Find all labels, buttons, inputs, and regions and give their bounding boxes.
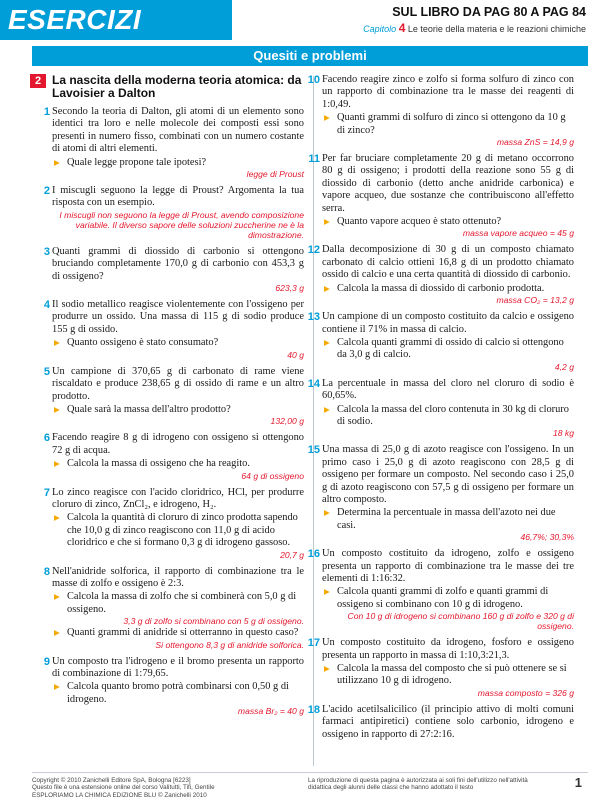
exercise-answer: 46,7%; 30,3% [520, 532, 574, 543]
exercise-number: 6 [43, 432, 50, 445]
exercise-text: I miscugli seguono la legge di Proust? Argomenta la tua risposta con un esempio. [52, 185, 304, 209]
exercise-question: ▶ Calcola la massa di ossigeno che ha reagito. [52, 458, 304, 470]
exercise-text: Un composto tra l'idrogeno e il bromo presenta un rapporto di combinazione di 1:79,65. [52, 655, 304, 679]
exercise-item [307, 548, 574, 632]
exercise-question: ▶ Calcola la massa di zolfo che si combinerà con 5,0 g di ossigeno. [52, 591, 304, 616]
column-divider [313, 76, 314, 766]
header-band [0, 0, 232, 40]
left-column [34, 73, 304, 722]
exercise-question: ▶ Determina la percentuale in massa dell'azoto nei due casi. [322, 507, 574, 532]
exercise-question: ▶ Calcola la massa del cloro contenuta in 30 kg di cloruro di sodio. [322, 404, 574, 429]
footer-credits [32, 777, 292, 799]
exercise-number: 11 [308, 153, 320, 166]
exercise-number: 8 [43, 565, 50, 578]
exercise-item [43, 185, 304, 240]
chapter-title: Le teorie della materia e le reazioni chimiche [407, 24, 586, 34]
exercise-answer: 4,2 g [554, 361, 574, 372]
exercise-answer: massa composto = 326 g [477, 687, 574, 698]
exercise-question: ▶ Calcola la massa di diossido di carbonio prodotta. [322, 283, 574, 295]
chapter-word: Capitolo [363, 24, 397, 34]
footer-book: ESPLORIAMO LA CHIMICA EDIZIONE BLU © Zanichelli 2010 [32, 791, 207, 799]
exercise-text: Nell'anidride solforica, il rapporto di combinazione tra le masse di zolfo e ossigeno è 2:3. [52, 565, 304, 589]
exercise-text: Un composto costituito da idrogeno, fosforo e ossigeno presenta un rapporto in massa di 1:10,3:21,3. [322, 637, 574, 661]
exercise-number: 2 [43, 185, 50, 198]
exercise-number: 16 [307, 548, 320, 561]
exercise-question: ▶ Quanto ossigeno è stato consumato? [52, 337, 304, 349]
exercise-number: 15 [307, 444, 320, 457]
exercise-text: Il sodio metallico reagisce violentemente con l'ossigeno per produrre un ossido. Una massa di 115 g di sodio produce 155 g di ossido. [52, 299, 304, 335]
exercise-item [43, 486, 304, 560]
exercise-number: 12 [307, 244, 320, 257]
footer-course: Questo file è una estensione online del corso Valitutti, Tifi, Gentile [32, 784, 215, 792]
exercise-answer: 132,00 g [270, 416, 304, 427]
exercise-number: 4 [43, 299, 50, 312]
exercise-answer: massa Br₂ = 40 g [237, 706, 304, 717]
exercise-text: Una massa di 25,0 g di azoto reagisce con l'ossigeno. In un primo caso i 25,0 g di azoto reagiscono con 28,5 g di ossigeno per formare un composto. Nel secondo caso i 25,0 g di azoto reagiscono con 57,5 g di ossigeno per formare un altro composto. [322, 444, 574, 505]
chapter-number: 4 [398, 21, 406, 35]
exercise-answer: 18 kg [552, 428, 574, 439]
header-info [363, 5, 586, 35]
exercise-item [43, 565, 304, 650]
exercise-item [307, 377, 574, 439]
exercise-answer: 40 g [287, 349, 304, 360]
exercise-answer: 623,3 g [275, 283, 304, 294]
exercise-number: 17 [307, 637, 320, 650]
exercise-answer: 64 g di ossigeno [241, 470, 304, 481]
page-title: ESERCIZI [8, 4, 142, 35]
exercise-answer: massa ZnS = 14,9 g [496, 137, 574, 148]
exercise-number: 13 [307, 311, 320, 324]
exercise-item [307, 703, 574, 741]
exercise-answer: I miscugli non seguono la legge di Proust, avendo composizione variabile. Il diverso sapore delle soluzioni zuccherine ne è la dimostrazione. [59, 209, 304, 240]
exercise-item [43, 655, 304, 717]
exercise-question: ▶ Calcola quanti grammi di ossido di calcio si ottengono da 3,0 g di calcio. [322, 337, 574, 362]
exercise-item [307, 74, 574, 148]
exercise-text: L'acido acetilsalicilico (il principio attivo di molti comuni farmaci antipiretici) contiene solo carbonio, idrogeno e ossigeno in rapporto di 27:2:16. [322, 703, 574, 740]
exercise-question: ▶ Calcola la massa del composto che si può ottenere se si utilizzano 10 g di idrogeno. [322, 663, 574, 688]
exercise-text: Secondo la teoria di Dalton, gli atomi di un elemento sono identici tra loro e nelle molecole dei composti essi sono presenti in numero fisso, combinati con un numero costante di atomi di altri elementi. [52, 106, 304, 155]
exercise-question: ▶ Quanto vapore acqueo è stato ottenuto? [322, 216, 574, 228]
exercise-number: 5 [43, 365, 50, 378]
exercise-text: Un campione di 370,65 g di carbonato di rame viene riscaldato e produce 238,65 g di ossido di rame e un altro prodotto. [52, 365, 304, 402]
exercise-text: Dalla decomposizione di 30 g di un composto chiamato carbonato di calcio ottieni 16,8 g di un prodotto chiamato ossido di calcio e una certa quantità di diossido di carbonio. [322, 244, 574, 281]
subsection-number: 2 [30, 74, 46, 88]
page-number: 1 [574, 775, 582, 790]
exercise-number: 1 [43, 106, 50, 118]
exercise-answer: 3,3 g di zolfo si combinano con 5 g di ossigeno. [123, 616, 304, 627]
chapter-line [363, 21, 586, 35]
exercise-answer: massa vapore acqueo = 45 g [462, 228, 574, 239]
exercise-question: ▶ Calcola la quantità di cloruro di zinco prodotta sapendo che 10,0 g di zinco reagiscono con 11,0 g di acido cloridrico e che si formano 0,3 g di idrogeno gassoso. [52, 512, 304, 549]
exercise-question: ▶ Quanti grammi di solfuro di zinco si ottengono da 10 g di zinco? [322, 112, 574, 137]
exercise-item [307, 444, 574, 543]
exercise-answer: Si ottengono 8,3 g di anidride solforica. [155, 639, 304, 650]
page-footer [32, 772, 588, 800]
exercise-question: ▶ Quale legge propone tale ipotesi? [52, 157, 304, 169]
exercise-item [43, 365, 304, 427]
exercise-item [43, 106, 304, 180]
pages-reference: SUL LIBRO DA PAG 80 A PAG 84 [392, 5, 586, 19]
section-title: Quesiti e problemi [32, 46, 588, 66]
exercise-number: 9 [43, 655, 50, 668]
exercise-item [308, 153, 574, 239]
exercise-number: 7 [43, 486, 50, 499]
exercise-item [307, 637, 574, 698]
subsection-title: La nascita della moderna teoria atomica: da Lavoisier a Dalton [52, 73, 302, 100]
exercise-number: 18 [307, 703, 320, 716]
exercise-question: ▶ Calcola quanto bromo potrà combinarsi con 0,50 g di idrogeno. [52, 681, 304, 706]
exercise-text: La percentuale in massa del cloro nel cloruro di sodio è 60,65%. [322, 377, 574, 402]
exercise-text: Facendo reagire zinco e zolfo si forma solfuro di zinco con un rapporto di combinazione tra le masse dei reagenti di 1:0,49. [322, 74, 574, 110]
exercise-number: 14 [307, 377, 320, 390]
page-header [0, 0, 600, 42]
exercise-item [307, 311, 574, 372]
exercise-question: ▶ Quale sarà la massa dell'altro prodotto? [52, 404, 304, 416]
exercise-answer: 20,7 g [280, 549, 304, 560]
exercise-text: Per far bruciare completamente 20 g di metano occorrono 80 g di ossigeno; i prodotti della reazione sono 55 g di diossido di carbonio (detto anche anidride carbonica) e vapore acqueo, due sostanze che contribuiscono all'effetto serra. [322, 153, 574, 214]
exercise-item [307, 244, 574, 306]
exercise-text: Un composto costituito da idrogeno, zolfo e ossigeno presenta un rapporto di combinazione tra le masse dei tre elementi di 1:16:32. [322, 548, 574, 584]
exercise-item [43, 245, 304, 294]
exercise-text: Quanti grammi di diossido di carbonio si ottengono bruciando completamente 170,0 g di carbonio con 453,3 g di ossigeno? [52, 245, 304, 282]
exercise-number: 10 [307, 74, 320, 86]
exercise-item [43, 432, 304, 481]
exercise-item [43, 299, 304, 360]
footer-copyright: Copyright © 2010 Zanichelli Editore SpA, Bologna [6223] [32, 777, 191, 784]
exercise-text: Lo zinco reagisce con l'acido cloridrico, HCl, per produrre cloruro di zinco, ZnCl₂, e idrogeno, H₂. [52, 486, 304, 510]
exercise-text: Facendo reagire 8 g di idrogeno con ossigeno si ottengono 72 g di acqua. [52, 432, 304, 456]
exercise-question: ▶ Calcola quanti grammi di zolfo e quanti grammi di ossigeno si combinano con 10 g di idrogeno. [322, 586, 574, 611]
footer-legal: La riproduzione di questa pagina è autorizzata ai soli fini dell'utilizzo nell'attività didattica degli alunni delle classi che hanno adottato il testo [308, 777, 528, 792]
right-column [307, 74, 574, 747]
exercise-answer: legge di Proust [246, 169, 304, 180]
subsection-heading [34, 73, 304, 100]
exercise-text: Un campione di un composto costituito da calcio e ossigeno contiene il 71% in massa di calcio. [322, 311, 574, 335]
exercise-answer: Con 10 g di idrogeno si combinano 160 g di zolfo e 320 g di ossigeno. [347, 611, 574, 632]
exercise-number: 3 [43, 245, 50, 258]
exercise-answer: massa CO₂ = 13,2 g [496, 295, 574, 306]
exercise-question: ▶ Quanti grammi di anidride si otterranno in questo caso? [52, 627, 304, 639]
